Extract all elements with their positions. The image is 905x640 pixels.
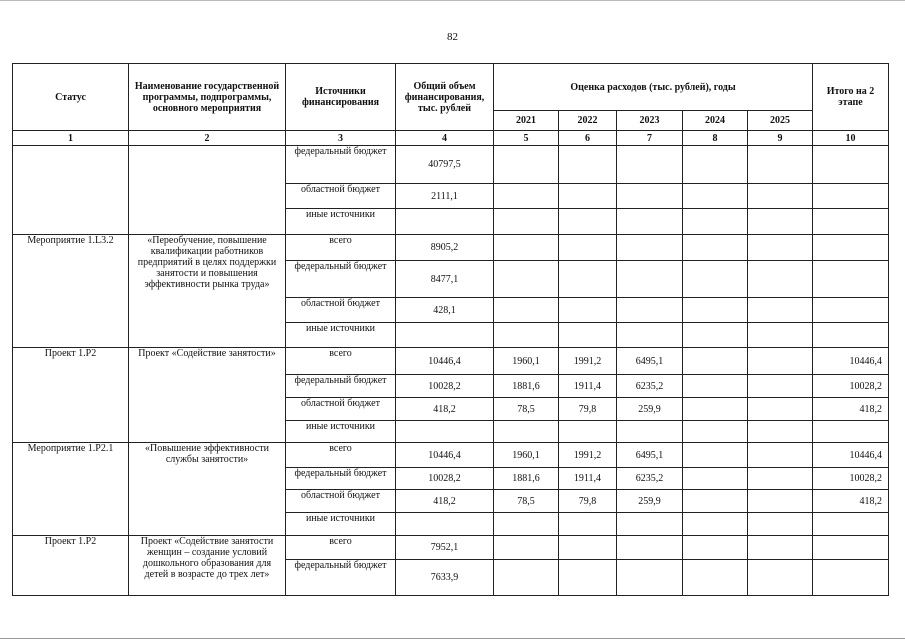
amount-cell-y2024 (683, 375, 748, 398)
amount-cell-y2022 (559, 261, 617, 298)
amount-cell-y2021 (494, 560, 559, 596)
header-name: Наименование государственной программы, подпрограммы, основного мероприятия (129, 64, 286, 131)
funding-source: федеральный бюджет (286, 375, 396, 398)
amount-cell-stage: 418,2 (813, 398, 889, 421)
amount-cell-y2023 (617, 298, 683, 323)
amount-cell-y2025 (748, 375, 813, 398)
amount-cell-y2021 (494, 536, 559, 560)
header-status: Статус (13, 64, 129, 131)
amount-cell-y2021 (494, 235, 559, 261)
amount-cell-y2022: 1911,4 (559, 468, 617, 490)
amount-cell-total: 418,2 (396, 398, 494, 421)
amount-cell-y2023: 259,9 (617, 490, 683, 513)
amount-cell-y2021 (494, 298, 559, 323)
amount-cell-stage (813, 261, 889, 298)
amount-cell-y2021 (494, 513, 559, 536)
amount-cell-y2022 (559, 235, 617, 261)
row-status: Мероприятие 1.L3.2 (13, 235, 129, 348)
funding-source: иные источники (286, 421, 396, 443)
amount-cell-y2022 (559, 560, 617, 596)
amount-cell-stage (813, 146, 889, 184)
amount-cell-y2023 (617, 513, 683, 536)
funding-source: иные источники (286, 323, 396, 348)
col-number: 3 (286, 131, 396, 146)
col-number: 5 (494, 131, 559, 146)
amount-cell-total: 7952,1 (396, 536, 494, 560)
amount-cell-y2024 (683, 513, 748, 536)
funding-source: федеральный бюджет (286, 468, 396, 490)
amount-cell-y2023 (617, 323, 683, 348)
amount-cell-y2024 (683, 443, 748, 468)
scan-artifact-bottom (0, 638, 905, 639)
amount-cell-y2023 (617, 261, 683, 298)
amount-cell-y2025 (748, 261, 813, 298)
amount-cell-y2023 (617, 536, 683, 560)
amount-cell-y2024 (683, 421, 748, 443)
funding-source: федеральный бюджет (286, 261, 396, 298)
amount-cell-total (396, 323, 494, 348)
amount-cell-stage: 418,2 (813, 490, 889, 513)
amount-cell-y2023: 6495,1 (617, 443, 683, 468)
amount-cell-y2022 (559, 421, 617, 443)
col-number: 4 (396, 131, 494, 146)
amount-cell-total: 428,1 (396, 298, 494, 323)
col-number: 1 (13, 131, 129, 146)
header-year: 2023 (617, 111, 683, 131)
amount-cell-y2021: 1960,1 (494, 348, 559, 375)
amount-cell-total: 7633,9 (396, 560, 494, 596)
amount-cell-y2024 (683, 398, 748, 421)
table-row (13, 146, 889, 184)
funding-source: областной бюджет (286, 398, 396, 421)
col-number: 8 (683, 131, 748, 146)
amount-cell-y2025 (748, 298, 813, 323)
col-number: 6 (559, 131, 617, 146)
amount-cell-y2024 (683, 560, 748, 596)
amount-cell-y2022 (559, 536, 617, 560)
amount-cell-y2021 (494, 184, 559, 209)
amount-cell-total: 8477,1 (396, 261, 494, 298)
table-row (13, 536, 889, 560)
amount-cell-y2024 (683, 536, 748, 560)
funding-source: всего (286, 443, 396, 468)
amount-cell-y2021 (494, 261, 559, 298)
amount-cell-y2024 (683, 468, 748, 490)
amount-cell-y2025 (748, 398, 813, 421)
amount-cell-total: 10028,2 (396, 375, 494, 398)
amount-cell-y2025 (748, 323, 813, 348)
col-number: 2 (129, 131, 286, 146)
amount-cell-total: 8905,2 (396, 235, 494, 261)
amount-cell-y2022 (559, 209, 617, 235)
row-status (13, 146, 129, 235)
header-year: 2024 (683, 111, 748, 131)
amount-cell-y2022: 1991,2 (559, 443, 617, 468)
col-number: 7 (617, 131, 683, 146)
amount-cell-y2021: 78,5 (494, 398, 559, 421)
funding-source: федеральный бюджет (286, 146, 396, 184)
amount-cell-stage (813, 560, 889, 596)
amount-cell-y2022: 1911,4 (559, 375, 617, 398)
funding-source: областной бюджет (286, 298, 396, 323)
amount-cell-stage (813, 235, 889, 261)
amount-cell-y2024 (683, 261, 748, 298)
amount-cell-stage (813, 513, 889, 536)
amount-cell-y2024 (683, 490, 748, 513)
amount-cell-y2022: 1991,2 (559, 348, 617, 375)
amount-cell-y2023 (617, 184, 683, 209)
amount-cell-stage (813, 184, 889, 209)
amount-cell-y2022 (559, 184, 617, 209)
amount-cell-y2024 (683, 298, 748, 323)
header-estimate: Оценка расходов (тыс. рублей), годы (494, 64, 813, 111)
budget-table (12, 63, 889, 596)
page-number: 82 (447, 31, 458, 43)
table-row (13, 348, 889, 375)
amount-cell-total: 2111,1 (396, 184, 494, 209)
amount-cell-stage: 10028,2 (813, 375, 889, 398)
amount-cell-y2025 (748, 536, 813, 560)
row-status: Проект 1.Р2 (13, 536, 129, 596)
amount-cell-total: 40797,5 (396, 146, 494, 184)
amount-cell-y2024 (683, 184, 748, 209)
amount-cell-y2025 (748, 468, 813, 490)
amount-cell-y2025 (748, 184, 813, 209)
amount-cell-y2021 (494, 421, 559, 443)
amount-cell-y2022 (559, 323, 617, 348)
amount-cell-y2025 (748, 421, 813, 443)
amount-cell-y2025 (748, 560, 813, 596)
amount-cell-y2023: 259,9 (617, 398, 683, 421)
col-number: 10 (813, 131, 889, 146)
amount-cell-stage: 10028,2 (813, 468, 889, 490)
funding-source: федеральный бюджет (286, 560, 396, 596)
amount-cell-y2025 (748, 235, 813, 261)
row-name: «Переобучение, повышение квалификации работников предприятий в целях поддержки занятости и повышения эффективности рынка труда» (129, 235, 286, 348)
row-name (129, 146, 286, 235)
funding-source: всего (286, 536, 396, 560)
amount-cell-y2024 (683, 348, 748, 375)
amount-cell-total (396, 513, 494, 536)
amount-cell-total: 418,2 (396, 490, 494, 513)
amount-cell-total: 10028,2 (396, 468, 494, 490)
funding-source: всего (286, 348, 396, 375)
table-row (13, 235, 889, 261)
amount-cell-y2025 (748, 146, 813, 184)
amount-cell-total (396, 421, 494, 443)
amount-cell-stage: 10446,4 (813, 443, 889, 468)
amount-cell-stage (813, 209, 889, 235)
amount-cell-y2021: 1881,6 (494, 375, 559, 398)
amount-cell-stage (813, 323, 889, 348)
table-row (13, 443, 889, 468)
amount-cell-y2025 (748, 209, 813, 235)
funding-source: иные источники (286, 209, 396, 235)
row-name: «Повышение эффективности службы занятости» (129, 443, 286, 536)
amount-cell-y2021: 78,5 (494, 490, 559, 513)
header-sources: Источники финансирования (286, 64, 396, 131)
header-total: Общий объем финансирования, тыс. рублей (396, 64, 494, 131)
amount-cell-y2024 (683, 146, 748, 184)
amount-cell-stage: 10446,4 (813, 348, 889, 375)
funding-source: областной бюджет (286, 184, 396, 209)
amount-cell-y2024 (683, 235, 748, 261)
amount-cell-y2022 (559, 298, 617, 323)
amount-cell-y2021 (494, 146, 559, 184)
amount-cell-y2025 (748, 513, 813, 536)
header-year: 2025 (748, 111, 813, 131)
funding-source: областной бюджет (286, 490, 396, 513)
amount-cell-stage (813, 421, 889, 443)
amount-cell-y2024 (683, 323, 748, 348)
amount-cell-total: 10446,4 (396, 443, 494, 468)
header-stage-total: Итого на 2 этапе (813, 64, 889, 131)
amount-cell-y2022 (559, 146, 617, 184)
amount-cell-y2023: 6235,2 (617, 375, 683, 398)
amount-cell-y2023: 6495,1 (617, 348, 683, 375)
funding-source: всего (286, 235, 396, 261)
amount-cell-y2022 (559, 513, 617, 536)
amount-cell-total (396, 209, 494, 235)
header-year: 2021 (494, 111, 559, 131)
scan-artifact-top (0, 0, 905, 1)
amount-cell-y2021: 1960,1 (494, 443, 559, 468)
amount-cell-y2025 (748, 348, 813, 375)
row-name: Проект «Содействие занятости женщин – создание условий дошкольного образования для детей в возрасте до трех лет» (129, 536, 286, 596)
amount-cell-y2025 (748, 490, 813, 513)
amount-cell-y2023 (617, 209, 683, 235)
amount-cell-y2021: 1881,6 (494, 468, 559, 490)
amount-cell-y2021 (494, 209, 559, 235)
amount-cell-stage (813, 536, 889, 560)
amount-cell-y2025 (748, 443, 813, 468)
amount-cell-y2022: 79,8 (559, 398, 617, 421)
amount-cell-stage (813, 298, 889, 323)
amount-cell-y2022: 79,8 (559, 490, 617, 513)
amount-cell-y2023 (617, 421, 683, 443)
amount-cell-y2024 (683, 209, 748, 235)
amount-cell-total: 10446,4 (396, 348, 494, 375)
amount-cell-y2021 (494, 323, 559, 348)
amount-cell-y2023 (617, 560, 683, 596)
row-status: Проект 1.Р2 (13, 348, 129, 443)
header-year: 2022 (559, 111, 617, 131)
amount-cell-y2023 (617, 235, 683, 261)
col-number: 9 (748, 131, 813, 146)
row-name: Проект «Содействие занятости» (129, 348, 286, 443)
amount-cell-y2023: 6235,2 (617, 468, 683, 490)
row-status: Мероприятие 1.Р2.1 (13, 443, 129, 536)
table-body (13, 146, 889, 596)
amount-cell-y2023 (617, 146, 683, 184)
funding-source: иные источники (286, 513, 396, 536)
